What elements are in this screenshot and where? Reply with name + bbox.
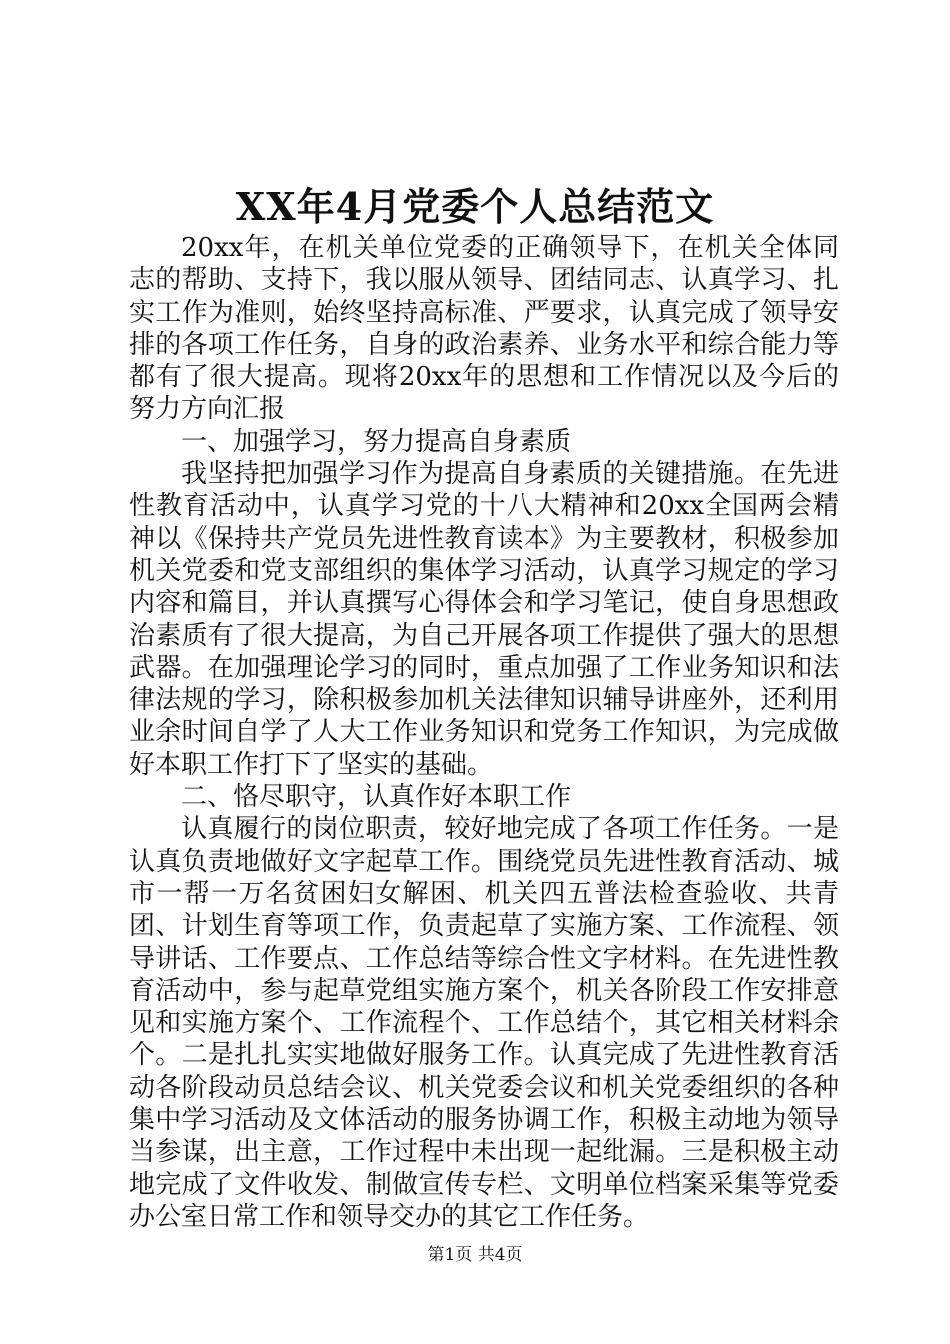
section-heading-1: 一、加强学习，努力提高自身素质 — [181, 426, 572, 457]
section-1-paragraph: 我坚持把加强学习作为提高自身素质的关键措施。在先进性教育活动中，认真学习党的十八大精神和20xx全国两会精神以《保持共产党员先进性教育读本》为主要教材，积极参加机关党委和党支部组织的集体学习活动，认真学习规定的学习内容和篇目，并认真撰写心得体会和学习笔记，使自身思想政治素质有了很大提高，为自己开展各项工作提供了强大的思想武器。在加强理论学习的同时，重点加强了工作业务知识和法律法规的学习，除积极参加机关法律知识辅导讲座外，还利用业余时间自学了人大工作业务知识和党务工作知识，为完成做好本职工作打下了坚实的基础。 — [129, 459, 839, 780]
section-2-paragraph: 认真履行的岗位职责，较好地完成了各项工作任务。一是认真负责地做好文字起草工作。围绕党员先进性教育活动、城市一帮一万名贫困妇女解困、机关四五普法检查验收、共青团、计划生育等项工作，负责起草了实施方案、工作流程、领导讲话、工作要点、工作总结等综合性文字材料。在先进性教育活动中，参与起草党组实施方案个，机关各阶段工作安排意见和实施方案个、工作流程个、工作总结个，其它相关材料余个。二是扎扎实实地做好服务工作。认真完成了先进性教育活动各阶段动员总结会议、机关党委会议和机关党委组织的各种集中学习活动及文体活动的服务协调工作，积极主动地为领导当参谋，出主意，工作过程中未出现一起纰漏。三是积极主动地完成了文件收发、制做宣传专栏、文明单位档案采集等党委办公室日常工作和领导交办的其它工作任务。 — [129, 814, 839, 1232]
intro-paragraph: 20xx年，在机关单位党委的正确领导下，在机关全体同志的帮助、支持下，我以服从领导、团结同志、认真学习、扎实工作为准则，始终坚持高标准、严要求，认真完成了领导安排的各项工作任务，自身的政治素养、业务水平和综合能力等都有了很大提高。现将20xx年的思想和工作情况以及今后的努力方向汇报 — [129, 233, 839, 425]
document-title: XX年4月党委个人总结范文 — [235, 184, 715, 229]
page-footer: 第1页 共4页 — [427, 1245, 523, 1265]
section-heading-2: 二、恪尽职守，认真作好本职工作 — [181, 782, 572, 813]
document-body — [129, 232, 839, 1233]
